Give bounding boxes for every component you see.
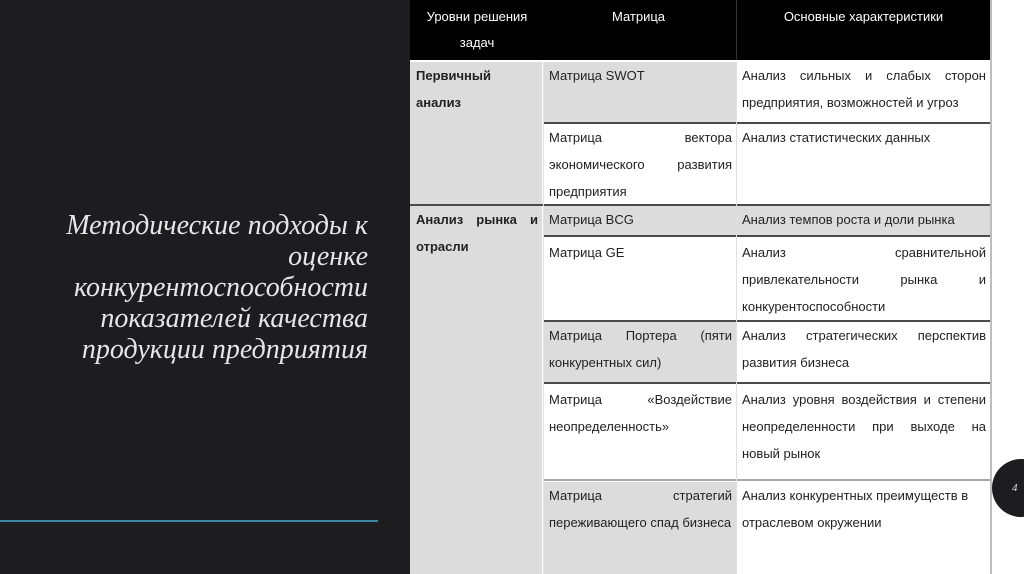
row-divider	[544, 235, 990, 237]
level-market-label: Анализ рынка и отрасли	[416, 212, 538, 254]
matrix-3-label: Матрица BCG	[549, 212, 634, 227]
matrix-cell-4	[544, 239, 737, 320]
matrix-7-label: Матрица стратегий переживающего спад бизнеса	[549, 488, 732, 530]
accent-divider	[0, 520, 378, 522]
characteristic-cell-5	[737, 322, 990, 382]
characteristic-2-label: Анализ статистических данных	[742, 130, 931, 145]
characteristic-3-label: Анализ темпов роста и доли рынка	[742, 212, 955, 227]
characteristic-cell-6	[737, 386, 990, 479]
row-divider	[544, 479, 990, 481]
slide-title: Методические подходы к оценке конкурентоспособности показателей качества продукции предприятия	[66, 210, 368, 365]
matrix-cell-5	[544, 322, 737, 382]
column-separator	[736, 62, 737, 574]
page-number: 4	[1012, 482, 1018, 494]
matrix-6-label: Матрица «Воздействие неопределенность»	[549, 392, 732, 434]
matrix-cell-7	[544, 482, 737, 574]
matrix-cell-2	[544, 124, 737, 204]
characteristic-1-label: Анализ сильных и слабых сторон предприятия, возможностей и угроз	[742, 68, 986, 110]
header-cell-matrix	[540, 0, 737, 60]
matrix-1-label: Матрица SWOT	[549, 68, 645, 83]
matrix-4-label: Матрица GE	[549, 245, 625, 260]
matrix-5-label: Матрица Портера (пяти конкурентных сил)	[549, 328, 732, 370]
level-cell-primary	[410, 62, 542, 204]
left-panel	[0, 0, 410, 574]
header-matrix-label: Матрица	[611, 9, 666, 24]
matrix-cell-1	[544, 62, 737, 122]
characteristic-6-label: Анализ уровня воздействия и степени неопределенности при выходе на новый рынок	[742, 392, 986, 461]
row-divider	[544, 382, 990, 384]
characteristic-cell-7	[737, 482, 990, 574]
characteristic-7-label: Анализ конкурентных преимуществ в отраслевом окружении	[742, 488, 969, 530]
header-cell-level	[410, 0, 540, 60]
characteristic-cell-1	[737, 62, 990, 122]
characteristic-5-label: Анализ стратегических перспектив развития бизнеса	[742, 328, 986, 370]
matrix-2-label: Матрица вектора экономического развития предприятия	[549, 130, 732, 199]
header-separator	[736, 0, 737, 60]
characteristic-cell-2	[737, 124, 990, 204]
matrix-cell-6	[544, 386, 737, 479]
level-cell-market	[410, 206, 542, 574]
column-separator	[543, 62, 544, 574]
level-primary-label: Первичный анализ	[416, 68, 491, 110]
header-cell-characteristics	[737, 0, 990, 60]
header-characteristics-label: Основные характеристики	[783, 9, 944, 24]
characteristic-4-label: Анализ сравнительной привлекательности рынка и конкурентоспособности	[742, 245, 986, 314]
characteristic-cell-3	[737, 206, 990, 235]
header-level-label: Уровни решения задач	[426, 9, 528, 50]
characteristic-cell-4	[737, 239, 990, 320]
matrix-cell-3	[544, 206, 737, 235]
